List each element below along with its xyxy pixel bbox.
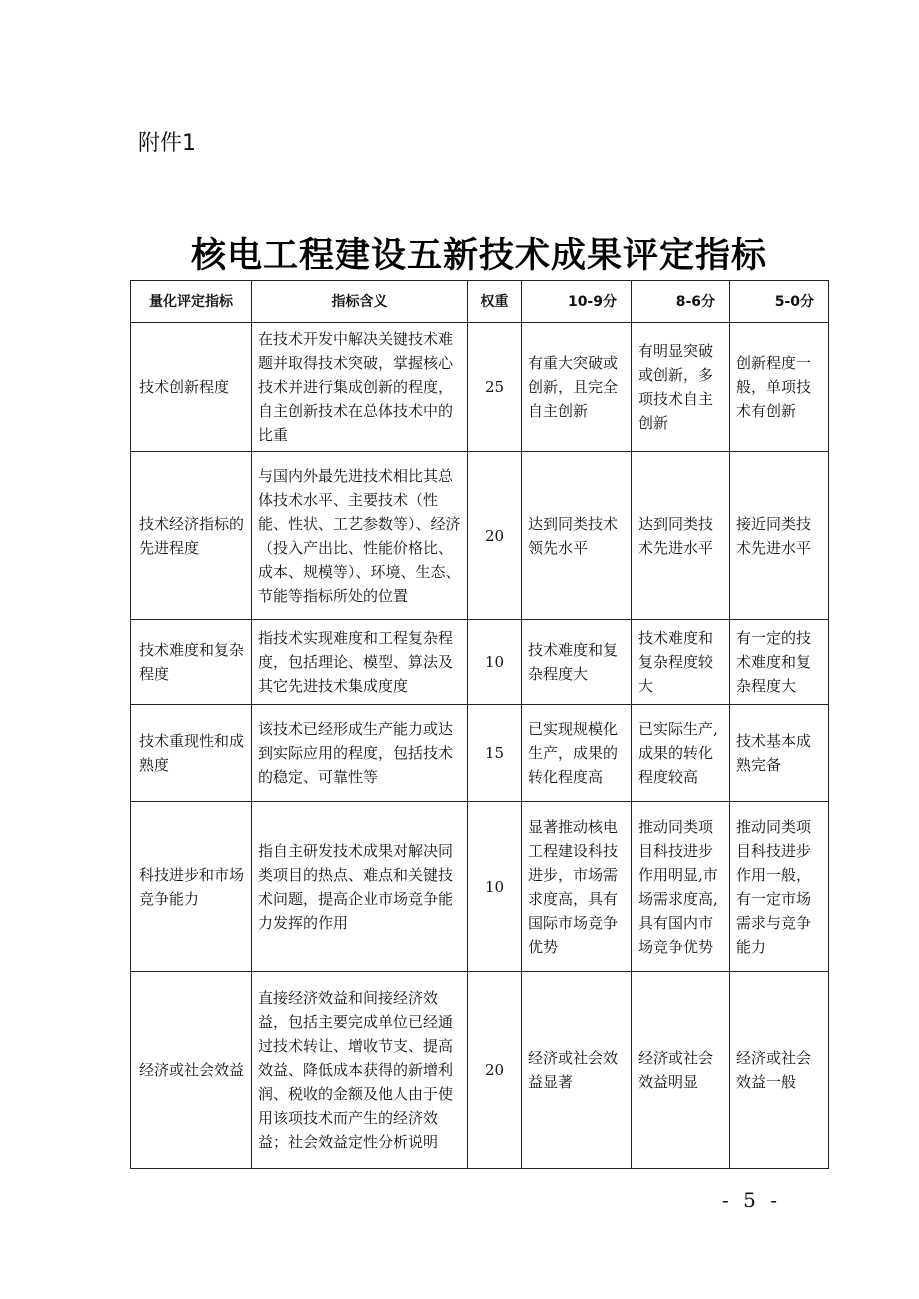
score-5-0-cell: 创新程度一般，单项技术有创新: [730, 323, 829, 452]
meaning-cell: 直接经济效益和间接经济效益，包括主要完成单位已经通过技术转让、增收节支、提高效益、降低成本获得的新增利润、税收的金额及他人由于使用该项技术而产生的经济效益；社会效益定性分析说明: [252, 972, 468, 1169]
score-10-9-cell: 已实现规模化生产，成果的转化程度高: [522, 705, 632, 802]
weight-cell: 10: [468, 620, 522, 705]
score-5-0-cell: 经济或社会效益一般: [730, 972, 829, 1169]
score-5-0-cell: 接近同类技术先进水平: [730, 452, 829, 620]
meaning-cell: 在技术开发中解决关键技术难题并取得技术突破，掌握核心技术并进行集成创新的程度，自主创新技术在总体技术中的比重: [252, 323, 468, 452]
score-8-6-cell: 经济或社会效益明显: [632, 972, 730, 1169]
table-header-row: [131, 281, 829, 323]
meaning-cell: 该技术已经形成生产能力或达到实际应用的程度，包括技术的稳定、可靠性等: [252, 705, 468, 802]
score-8-6-cell: 技术难度和复杂程度较大: [632, 620, 730, 705]
score-10-9-cell: 有重大突破或创新，且完全自主创新: [522, 323, 632, 452]
header-score-10-9: 10-9分: [522, 281, 632, 323]
indicator-cell: 技术难度和复杂程度: [131, 620, 252, 705]
indicator-cell: 经济或社会效益: [131, 972, 252, 1169]
weight-cell: 15: [468, 705, 522, 802]
evaluation-table: [130, 280, 829, 1169]
score-5-0-cell: 有一定的技术难度和复杂程度大: [730, 620, 829, 705]
table-row: [131, 972, 829, 1169]
table-row: [131, 323, 829, 452]
header-score-8-6: 8-6分: [632, 281, 730, 323]
score-8-6-cell: 达到同类技术先进水平: [632, 452, 730, 620]
table-row: [131, 705, 829, 802]
score-10-9-cell: 达到同类技术领先水平: [522, 452, 632, 620]
meaning-cell: 与国内外最先进技术相比其总体技术水平、主要技术（性能、性状、工艺参数等）、经济（投入产出比、性能价格比、成本、规模等）、环境、生态、节能等指标所处的位置: [252, 452, 468, 620]
score-8-6-cell: 有明显突破或创新，多项技术自主创新: [632, 323, 730, 452]
page-title: 核电工程建设五新技术成果评定指标: [190, 236, 767, 276]
header-score-5-0: 5-0分: [730, 281, 829, 323]
score-8-6-cell: 已实际生产,成果的转化程度较高: [632, 705, 730, 802]
indicator-cell: 技术经济指标的先进程度: [131, 452, 252, 620]
weight-cell: 10: [468, 802, 522, 972]
score-5-0-cell: 技术基本成熟完备: [730, 705, 829, 802]
indicator-cell: 技术重现性和成熟度: [131, 705, 252, 802]
table-row: [131, 802, 829, 972]
score-10-9-cell: 技术难度和复杂程度大: [522, 620, 632, 705]
header-meaning: 指标含义: [252, 281, 468, 323]
page-number: - 5 -: [722, 1188, 781, 1212]
table-row: [131, 620, 829, 705]
score-8-6-cell: 推动同类项目科技进步作用明显,市场需求度高,具有国内市场竞争优势: [632, 802, 730, 972]
table-row: [131, 452, 829, 620]
score-10-9-cell: 显著推动核电工程建设科技进步，市场需求度高，具有国际市场竞争优势: [522, 802, 632, 972]
score-10-9-cell: 经济或社会效益显著: [522, 972, 632, 1169]
weight-cell: 20: [468, 972, 522, 1169]
header-weight: 权重: [468, 281, 522, 323]
attachment-label: 附件1: [138, 131, 196, 156]
indicator-cell: 技术创新程度: [131, 323, 252, 452]
meaning-cell: 指技术实现难度和工程复杂程度，包括理论、模型、算法及其它先进技术集成度度: [252, 620, 468, 705]
weight-cell: 20: [468, 452, 522, 620]
score-5-0-cell: 推动同类项目科技进步作用一般，有一定市场需求与竞争能力: [730, 802, 829, 972]
meaning-cell: 指自主研发技术成果对解决同类项目的热点、难点和关键技术问题，提高企业市场竞争能力发挥的作用: [252, 802, 468, 972]
weight-cell: 25: [468, 323, 522, 452]
indicator-cell: 科技进步和市场竞争能力: [131, 802, 252, 972]
header-indicator: 量化评定指标: [131, 281, 252, 323]
